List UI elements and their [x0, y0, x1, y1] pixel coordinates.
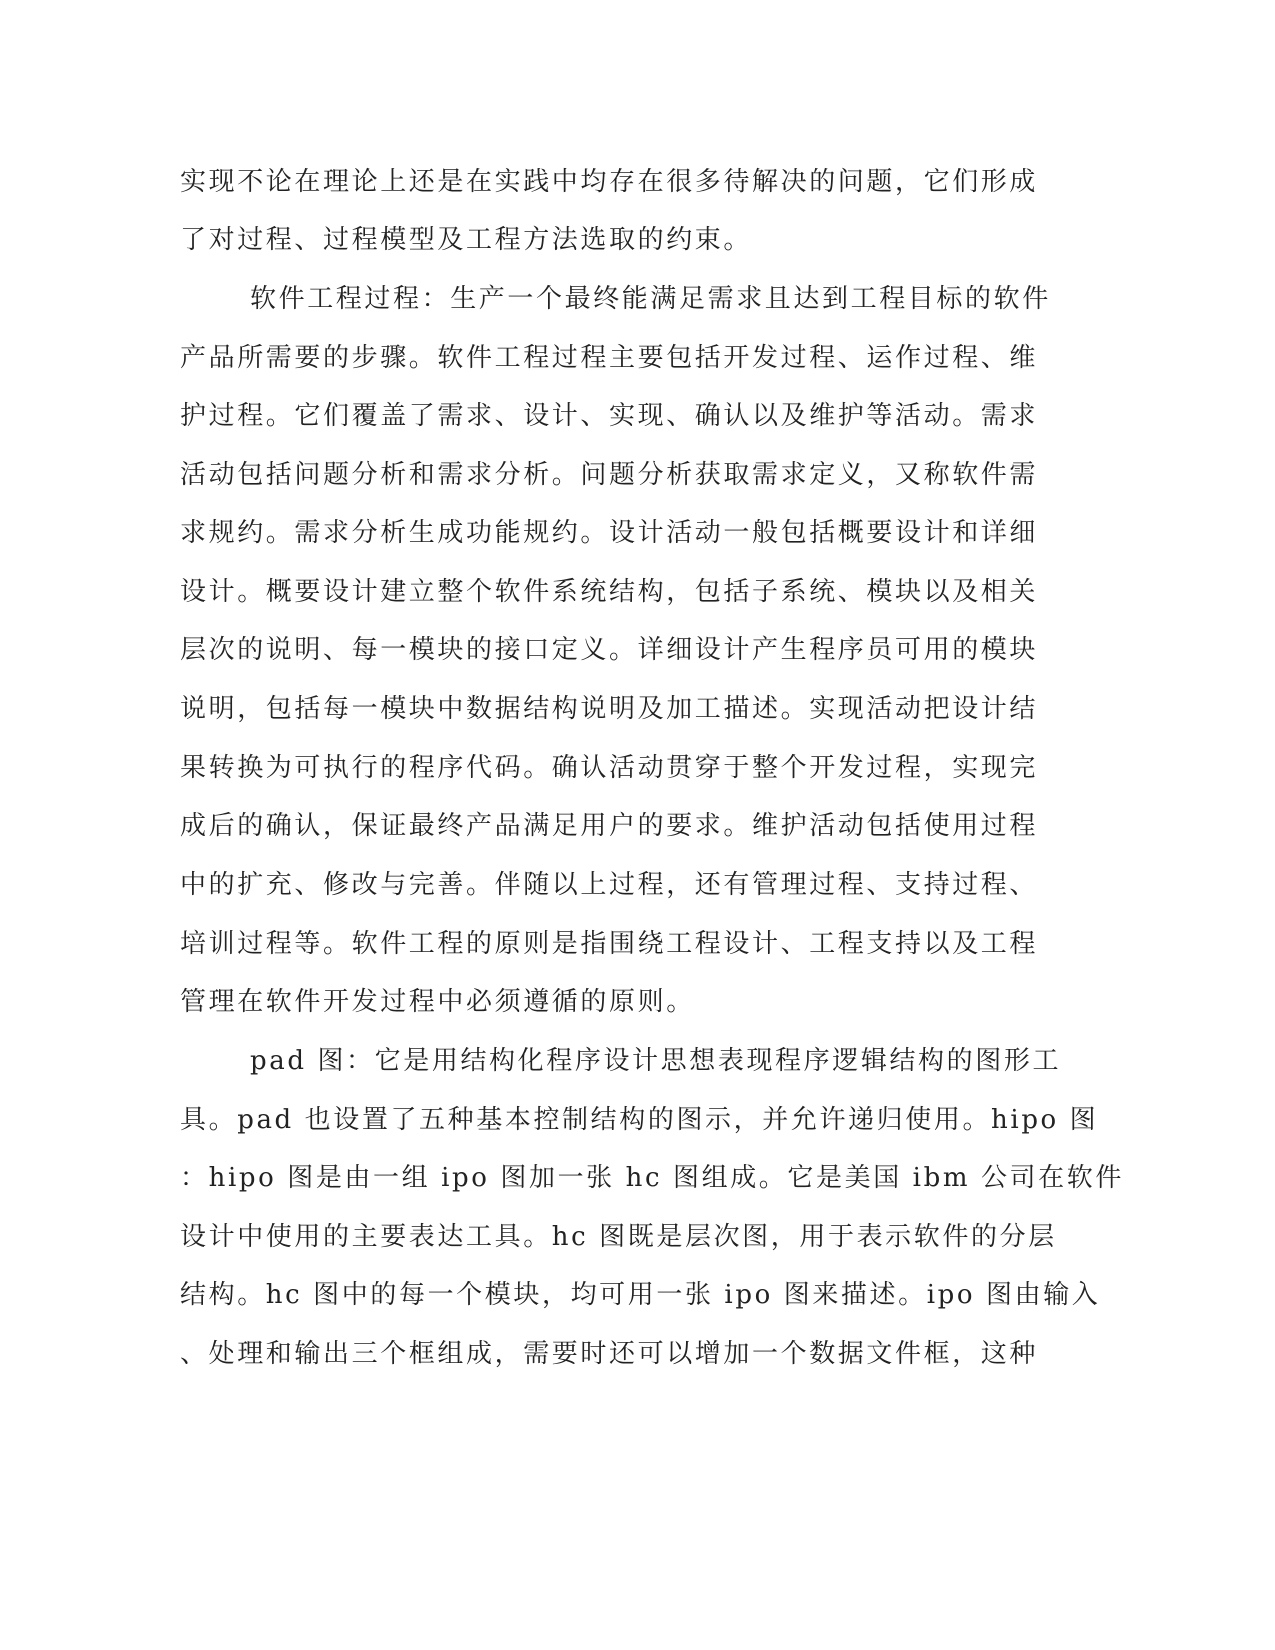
- text-line: 了对过程、过程模型及工程方法选取的约束。: [180, 225, 753, 255]
- text-line: 成后的确认，保证最终产品满足用户的要求。维护活动包括使用过程: [180, 811, 1039, 841]
- text-line: 具。pad 也设置了五种基本控制结构的图示，并允许递归使用。hipo 图: [180, 1105, 1099, 1135]
- paragraph-first-line: pad 图：它是用结构化程序设计思想表现程序逻辑结构的图形工: [250, 1046, 1062, 1076]
- text-line: 设计。概要设计建立整个软件系统结构，包括子系统、模块以及相关: [180, 577, 1039, 607]
- text-line: 培训过程等。软件工程的原则是指围绕工程设计、工程支持以及工程: [180, 929, 1039, 959]
- text-line: ：hipo 图是由一组 ipo 图加一张 hc 图组成。它是美国 ibm 公司在软件: [180, 1163, 1124, 1193]
- text-line: 求规约。需求分析生成功能规约。设计活动一般包括概要设计和详细: [180, 518, 1039, 548]
- text-line: 管理在软件开发过程中必须遵循的原则。: [180, 987, 695, 1017]
- text-line: 果转换为可执行的程序代码。确认活动贯穿于整个开发过程，实现完: [180, 753, 1039, 783]
- text-line: 设计中使用的主要表达工具。hc 图既是层次图，用于表示软件的分层: [180, 1222, 1057, 1252]
- text-line: 护过程。它们覆盖了需求、设计、实现、确认以及维护等活动。需求: [180, 401, 1039, 431]
- text-line: 说明，包括每一模块中数据结构说明及加工描述。实现活动把设计结: [180, 694, 1039, 724]
- text-line: 实现不论在理论上还是在实践中均存在很多待解决的问题，它们形成: [180, 167, 1039, 197]
- text-line: 活动包括问题分析和需求分析。问题分析获取需求定义，又称软件需: [180, 460, 1039, 490]
- text-line: 产品所需要的步骤。软件工程过程主要包括开发过程、运作过程、维: [180, 343, 1039, 373]
- text-line: 层次的说明、每一模块的接口定义。详细设计产生程序员可用的模块: [180, 635, 1039, 665]
- paragraph-first-line: 软件工程过程：生产一个最终能满足需求且达到工程目标的软件: [250, 284, 1051, 314]
- text-line: 、处理和输出三个框组成，需要时还可以增加一个数据文件框，这种: [180, 1339, 1039, 1369]
- text-line: 中的扩充、修改与完善。伴随以上过程，还有管理过程、支持过程、: [180, 870, 1039, 900]
- text-line: 结构。hc 图中的每一个模块，均可用一张 ipo 图来描述。ipo 图由输入: [180, 1280, 1101, 1310]
